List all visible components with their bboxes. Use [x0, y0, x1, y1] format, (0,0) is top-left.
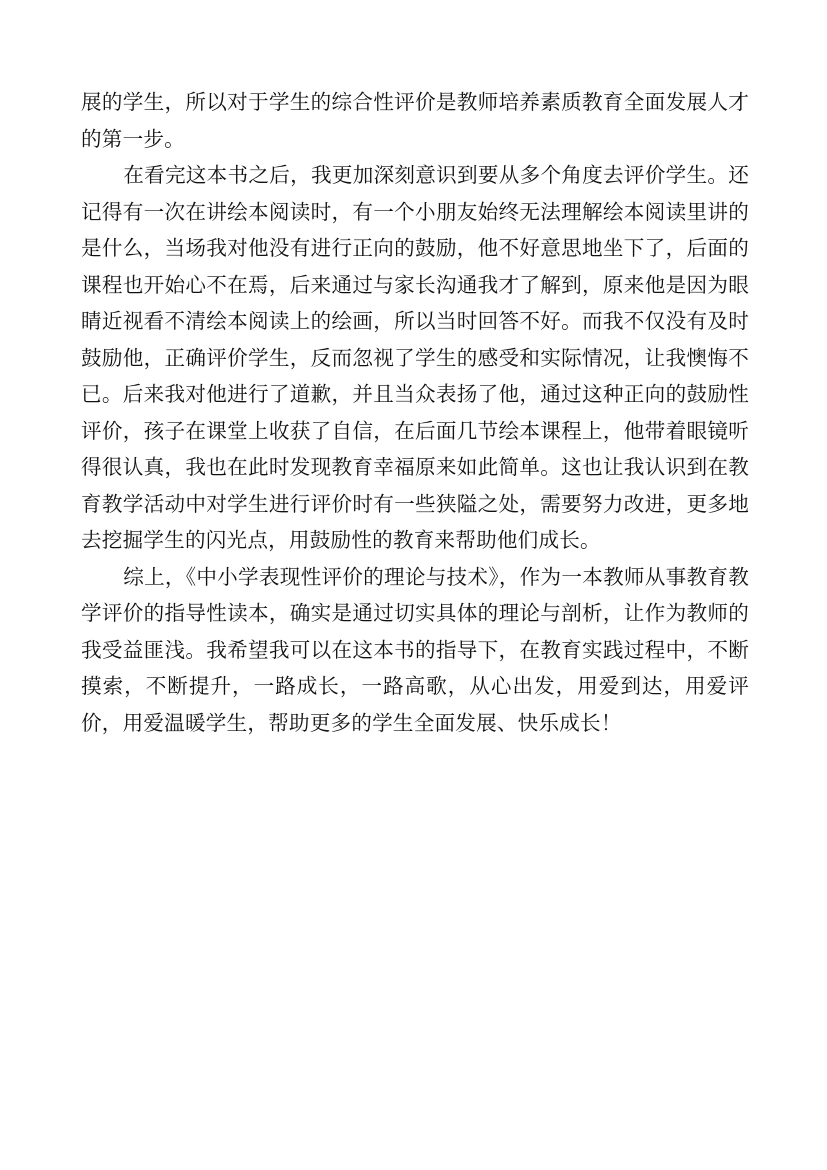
paragraph-reflection: 在看完这本书之后，我更加深刻意识到要从多个角度去评价学生。还记得有一次在讲绘本阅读时，有一个小朋友始终无法理解绘本阅读里讲的是什么，当场我对他没有进行正向的鼓励，他不好意思地坐下了，后面的课程也开始心不在焉，后来通过与家长沟通我才了解到，原来他是因为眼睛近视看不清绘本阅读上的绘画，所以当时回答不好。而我不仅没有及时鼓励他，正确评价学生，反而忽视了学生的感受和实际情况，让我懊悔不已。后来我对他进行了道歉，并且当众表扬了他，通过这种正向的鼓励性评价，孩子在课堂上收获了自信，在后面几节绘本课程上，他带着眼镜听得很认真，我也在此时发现教育幸福原来如此简单。这也让我认识到在教育教学活动中对学生进行评价时有一些狭隘之处，需要努力改进，更多地去挖掘学生的闪光点，用鼓励性的教育来帮助他们成长。 — [81, 163, 749, 552]
paragraph-continuation: 展的学生，所以对于学生的综合性评价是教师培养素质教育全面发展人才的第一步。 — [81, 90, 749, 151]
document-body — [81, 84, 749, 741]
paragraph-conclusion: 综上，《中小学表现性评价的理论与技术》，作为一本教师从事教育教学评价的指导性读本，确实是通过切实具体的理论与剖析，让作为教师的我受益匪浅。我希望我可以在这本书的指导下，在教育实践过程中，不断摸索，不断提升，一路成长，一路高歌，从心出发，用爱到达，用爱评价，用爱温暖学生，帮助更多的学生全面发展、快乐成长！ — [81, 564, 749, 735]
